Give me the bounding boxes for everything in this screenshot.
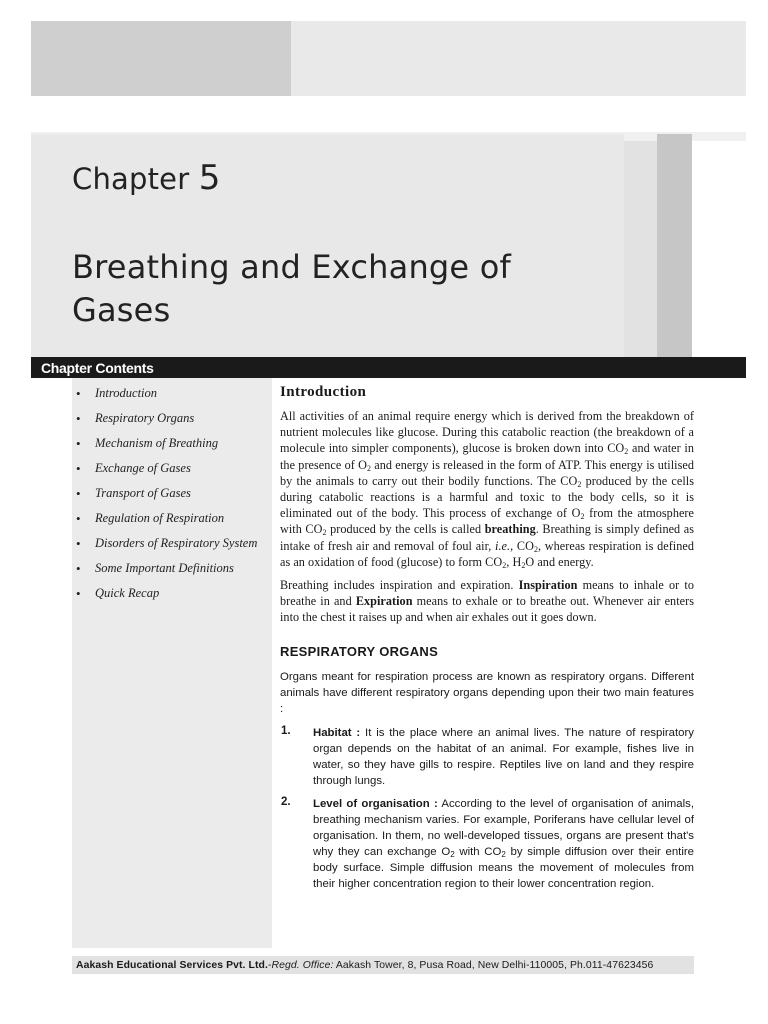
item-label: Habitat : — [313, 726, 361, 739]
footer — [76, 957, 653, 974]
footer-dash: - — [267, 960, 272, 971]
title-panel-strip-dark — [657, 134, 692, 357]
subscript: 2 — [580, 512, 585, 522]
chapter-contents-heading: Chapter Contents — [41, 360, 154, 376]
subscript: 2 — [624, 447, 629, 457]
text-run: According to the level of organisation of animals, breathing mechanism varies. For example, Poriferans have cellular level of organisation. In them, no well-developed tissues, organs are present that's why they can exchange O — [313, 797, 694, 858]
chapter-label-text: Chapter — [72, 162, 190, 196]
text-run: means to inhale or to breathe in and — [280, 578, 694, 609]
text-run: with CO — [454, 845, 502, 858]
text-run: produced by the cells during catabolic reactions is a harmful and toxic to the body cells, so it is eliminated out of the body. This process of exchange of O — [280, 473, 694, 521]
item-number: 2. — [281, 795, 291, 808]
main-content — [280, 384, 694, 899]
text-run: Breathing includes inspiration and expiration. — [280, 578, 519, 593]
footer-regd-label: Regd. Office: — [271, 960, 334, 971]
respiratory-organs-intro: Organs meant for respiration process are known as respiratory organs. Different animals have different respiratory organs depending upon their two main features : — [280, 670, 694, 715]
chapter-label — [72, 158, 221, 198]
contents-item-disorders-of-respiratory-system[interactable]: • Disorders of Respiratory System — [72, 536, 260, 551]
feature-item-habitat — [280, 725, 694, 789]
contents-item-exchange-of-gases[interactable]: • Exchange of Gases — [72, 461, 260, 476]
text-run: It is the place where an animal lives. The nature of respiratory organ depends on the habitat of an animal. For example, fishes live in water, so they have gills to respire. Reptiles live on land and they respire through lungs. — [313, 726, 694, 787]
text-run: , whereas respiration is defined as an oxidation of food (glucose) to form CO — [280, 538, 694, 569]
subscript: 2 — [322, 528, 327, 538]
footer-address: Aakash Tower, 8, Pusa Road, New Delhi-110005, Ph.011-47623456 — [333, 960, 654, 971]
text-italic: i.e., — [495, 538, 514, 553]
term-inspiration: Inspiration — [518, 578, 578, 593]
subscript: 2 — [366, 463, 372, 473]
text-run: and water in the presence of O — [280, 441, 695, 472]
text-run: produced by the cells is called — [326, 522, 485, 537]
text-run: O and energy. — [525, 554, 594, 569]
footer-company: Aakash Educational Services Pvt. Ltd. — [76, 960, 268, 971]
text-run: All activities of an animal require energy which is derived from the breakdown of nutrient molecules like glucose. During this catabolic reaction (the breakdown of a molecule into simpler components), glucose is broken down into CO — [280, 409, 694, 456]
item-text — [313, 796, 694, 892]
subscript: 2 — [501, 849, 506, 859]
text-run: and energy is released in the form of ATP. This energy is utilised by the animals to carry out their bodily functions. The CO — [280, 457, 694, 488]
respiratory-organs-heading: RESPIRATORY ORGANS — [280, 643, 439, 659]
contents-item-quick-recap[interactable]: • Quick Recap — [72, 586, 260, 601]
subscript: 2 — [450, 849, 455, 859]
subscript: 2 — [577, 479, 582, 489]
contents-item-respiratory-organs[interactable]: • Respiratory Organs — [72, 411, 260, 426]
subscript: 2 — [533, 544, 538, 554]
text-run: means to exhale or to breathe out. Whenever air enters into the chest it raises up and when air exhales out it goes down. — [280, 594, 694, 625]
contents-item-mechanism-of-breathing[interactable]: • Mechanism of Breathing — [72, 436, 260, 451]
introduction-heading: Introduction — [280, 384, 367, 400]
header-band-dark-block — [31, 21, 291, 96]
text-run: by simple diffusion over their entire body surface. Simple diffusion means the movement of molecules from their higher concentration region to their lower concentration region. — [313, 845, 694, 890]
contents-item-regulation-of-respiration[interactable]: • Regulation of Respiration — [72, 511, 260, 526]
term-expiration: Expiration — [355, 594, 413, 609]
contents-item-important-definitions[interactable]: • Some Important Definitions — [72, 561, 260, 576]
text-run: from the atmosphere with CO — [280, 506, 694, 537]
contents-item-introduction[interactable]: • Introduction — [72, 386, 260, 401]
introduction-paragraph-1 — [280, 408, 694, 570]
contents-list — [72, 386, 272, 611]
item-text — [313, 725, 694, 789]
subscript: 2 — [502, 560, 507, 570]
chapter-number: 5 — [198, 158, 221, 198]
item-number: 1. — [281, 724, 291, 737]
text-run: , H — [506, 554, 522, 569]
text-run: CO — [513, 538, 534, 553]
subscript: 2 — [521, 560, 526, 570]
title-panel-strip-light — [624, 141, 657, 357]
item-label: Level of organisation : — [313, 797, 438, 810]
contents-item-transport-of-gases[interactable]: • Transport of Gases — [72, 486, 260, 501]
feature-item-level-of-organisation — [280, 796, 694, 892]
text-run: . Breathing is simply defined as intake of fresh air and removal of foul air, — [280, 522, 695, 553]
chapter-title: Breathing and Exchange of Gases — [72, 248, 511, 329]
introduction-paragraph-2 — [280, 577, 694, 626]
term-breathing: breathing — [484, 522, 536, 537]
